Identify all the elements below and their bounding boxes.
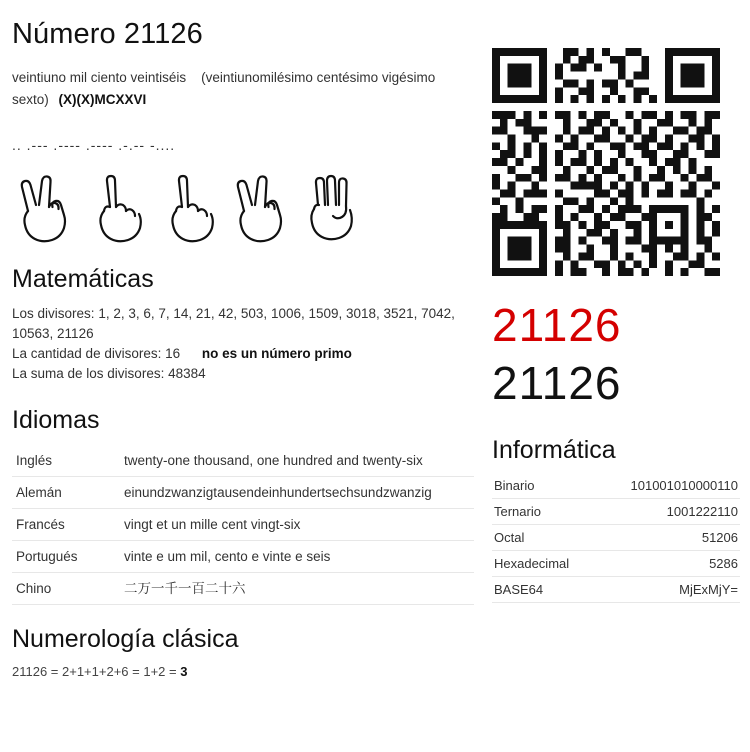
ordinal-text: (veintiunomilésimo centésimo vigésimo sexto) bbox=[12, 70, 436, 107]
number-display-black: 21126 bbox=[492, 357, 622, 409]
right-column bbox=[492, 48, 742, 603]
morse-code: .. .--- .---- .---- .-.-- -.... bbox=[12, 137, 176, 153]
hand-sign-one bbox=[84, 171, 146, 243]
page-title: Número 21126 bbox=[12, 18, 203, 50]
divisors-value: 1, 2, 3, 6, 7, 14, 21, 42, 503, 1006, 1509, 3018, 3521, 7042, 10563, 21126 bbox=[12, 306, 455, 341]
table-row bbox=[492, 525, 740, 551]
section-title-numerology: Numerología clásica bbox=[12, 625, 239, 653]
table-row bbox=[12, 445, 474, 477]
base-value: 1001222110 bbox=[595, 499, 740, 525]
base-name: Ternario bbox=[492, 499, 595, 525]
informatics-table bbox=[492, 473, 740, 603]
divisor-count-label: La cantidad de divisores: bbox=[12, 346, 162, 361]
table-row bbox=[12, 541, 474, 573]
divisor-sum-value: 48384 bbox=[168, 366, 206, 381]
divisors-label: Los divisores: bbox=[12, 306, 95, 321]
sign-language-digits bbox=[12, 165, 480, 243]
numerology-result: 3 bbox=[180, 664, 188, 679]
roman-numeral: (X)(X)MCXXVI bbox=[58, 92, 147, 107]
base-name: Binario bbox=[492, 473, 595, 499]
language-name: Chino bbox=[12, 573, 118, 605]
language-name: Alemán bbox=[12, 477, 118, 509]
section-title-languages: Idiomas bbox=[12, 406, 100, 434]
divisor-count-value: 16 bbox=[165, 346, 181, 361]
base-value: 5286 bbox=[595, 551, 740, 577]
table-row bbox=[492, 473, 740, 499]
divisor-sum-label: La suma de los divisores: bbox=[12, 366, 165, 381]
table-row bbox=[12, 573, 474, 605]
language-value: einundzwanzigtausendeinhundertsechsundzwanzig bbox=[118, 477, 474, 509]
section-title-math: Matemáticas bbox=[12, 265, 154, 293]
number-in-words bbox=[12, 67, 474, 111]
hand-sign-two bbox=[12, 171, 74, 243]
hand-sign-one-2 bbox=[156, 171, 218, 243]
base-value: 51206 bbox=[595, 525, 740, 551]
numerology-line bbox=[12, 664, 480, 679]
number-display-red: 21126 bbox=[492, 299, 622, 351]
base-value: MjExMjY= bbox=[595, 577, 740, 603]
hand-sign-two-2 bbox=[228, 171, 290, 243]
table-row bbox=[492, 551, 740, 577]
base-value: 101001010000110 bbox=[595, 473, 740, 499]
hand-sign-six bbox=[300, 171, 362, 243]
table-row bbox=[492, 499, 740, 525]
table-row bbox=[492, 577, 740, 603]
left-column bbox=[12, 67, 480, 679]
language-name: Inglés bbox=[12, 445, 118, 477]
divisors-line bbox=[12, 304, 462, 344]
base-name: Hexadecimal bbox=[492, 551, 595, 577]
language-value: vinte e um mil, cento e vinte e seis bbox=[118, 541, 474, 573]
languages-table bbox=[12, 445, 474, 605]
table-row bbox=[12, 509, 474, 541]
language-value: vingt et un mille cent vingt-six bbox=[118, 509, 474, 541]
divisor-count-line bbox=[12, 344, 480, 364]
language-name: Francés bbox=[12, 509, 118, 541]
language-value: 二万一千一百二十六 bbox=[118, 573, 474, 605]
section-title-informatics: Informática bbox=[492, 436, 616, 464]
qr-code bbox=[492, 48, 720, 276]
base-name: Octal bbox=[492, 525, 595, 551]
language-value: twenty-one thousand, one hundred and twenty-six bbox=[118, 445, 474, 477]
prime-note: no es un número primo bbox=[201, 346, 352, 361]
cardinal-text: veintiuno mil ciento veintiséis bbox=[12, 70, 187, 85]
numerology-expression: 21126 = 2+1+1+2+6 = 1+2 = bbox=[12, 664, 181, 679]
table-row bbox=[12, 477, 474, 509]
base-name: BASE64 bbox=[492, 577, 595, 603]
language-name: Portugués bbox=[12, 541, 118, 573]
divisor-sum-line bbox=[12, 364, 480, 384]
